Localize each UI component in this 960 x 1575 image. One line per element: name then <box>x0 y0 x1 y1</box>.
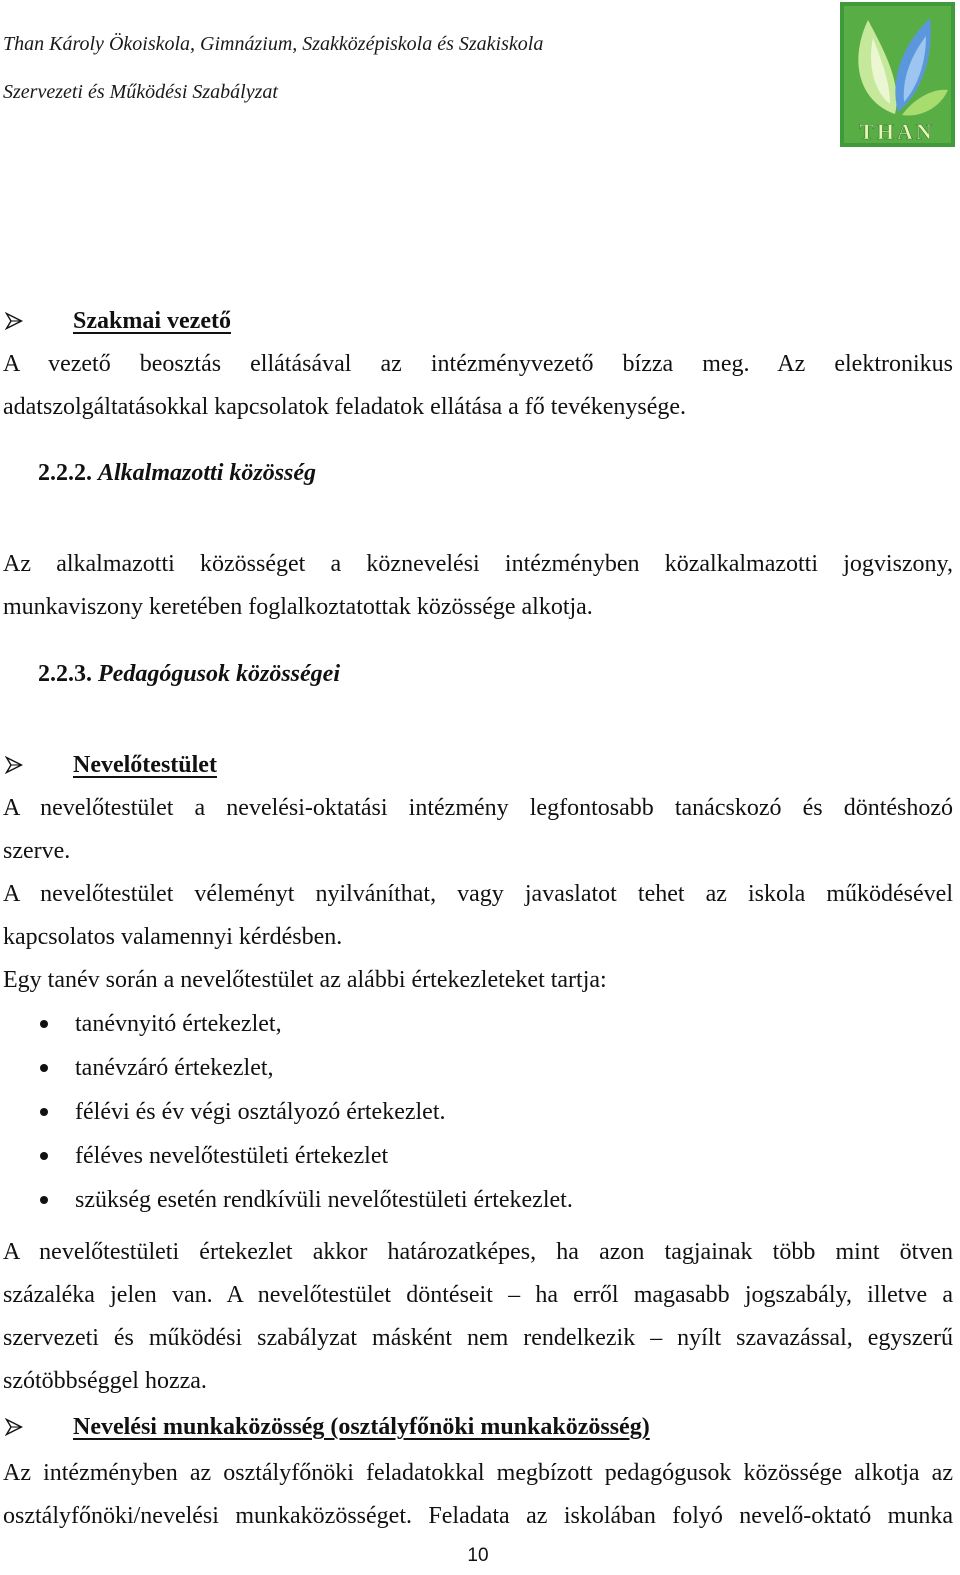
list-item <box>3 1046 953 1090</box>
paragraph-line: A nevelőtestületi értekezlet akkor határozatképes, ha azon tagjainak több mint ötven <box>3 1239 953 1265</box>
section-szakmai-vezeto <box>3 300 953 429</box>
paragraph-line: A nevelőtestület a nevelési-oktatási intézmény legfontosabb tanácskozó és döntéshozó <box>3 795 953 821</box>
list-item-text: féléves nevelőtestületi értekezlet <box>75 1143 389 1169</box>
subheading-row <box>3 1406 953 1449</box>
round-bullet-icon <box>40 1064 48 1072</box>
paragraph-line: A nevelőtestület véleményt nyilváníthat, vagy javaslatot tehet az iskola működésével <box>3 881 953 907</box>
page-number: 10 <box>467 1545 489 1566</box>
paragraph-line: Az alkalmazotti közösséget a köznevelési intézményben közalkalmazotti jogviszony, <box>3 551 953 577</box>
paragraph-line: A vezető beosztás ellátásával az intézményvezető bízza meg. Az elektronikus <box>3 351 953 377</box>
paragraph-line: Egy tanév során a nevelőtestület az alábbi értekezleteket tartja: <box>3 967 607 993</box>
arrowhead-bullet-icon <box>5 312 23 330</box>
paragraph-line: munkaviszony keretében foglalkoztatottak közössége alkotja. <box>3 594 593 620</box>
paragraph-line: Az intézményben az osztályfőnöki feladatokkal megbízott pedagógusok közössége alkotja az <box>3 1460 953 1486</box>
section-nevelesi-munkakozosseg <box>3 1406 953 1449</box>
round-bullet-icon <box>40 1196 48 1204</box>
paragraph-line: szerve. <box>3 838 71 864</box>
heading-title: Alkalmazotti közösség <box>98 460 317 486</box>
header-document-title: Szervezeti és Működési Szabályzat <box>3 81 278 103</box>
paragraph-line: százaléka jelen van. A nevelőtestület döntéseit – ha erről magasabb jogszabály, illetve a <box>3 1282 953 1308</box>
arrowhead-bullet-icon <box>5 1418 23 1436</box>
header-school-name: Than Károly Ökoiskola, Gimnázium, Szakközépiskola és Szakiskola <box>3 33 544 55</box>
list-item <box>3 1178 953 1222</box>
subheading-row <box>3 744 953 787</box>
logo-text: THAN <box>859 119 935 144</box>
paragraph-nevelesi-munkakozosseg <box>3 1452 953 1538</box>
subheading-nevelesi-munkakozosseg: Nevelési munkaközösség (osztályfőnöki munkaközösség) <box>73 1414 650 1440</box>
list-item <box>3 1134 953 1178</box>
list-item <box>3 1090 953 1134</box>
section-nevelotestulet <box>3 744 953 1222</box>
list-item-text: tanévzáró értekezlet, <box>75 1055 274 1081</box>
paragraph-line: szervezeti és működési szabályzat másként nem rendelkezik – nyílt szavazással, egyszerű <box>3 1325 953 1351</box>
paragraph-line: kapcsolatos valamennyi kérdésben. <box>3 924 343 950</box>
round-bullet-icon <box>40 1152 48 1160</box>
school-logo <box>840 2 955 147</box>
list-item <box>3 1002 953 1046</box>
paragraph-alkalmazotti-kozosseg <box>3 543 953 629</box>
paragraph-quorum <box>3 1231 953 1403</box>
paragraph-line: adatszolgáltatásokkal kapcsolatok feladatok ellátása a fő tevékenysége. <box>3 394 687 420</box>
round-bullet-icon <box>40 1108 48 1116</box>
subheading-szakmai-vezeto: Szakmai vezető <box>73 308 231 334</box>
heading-title: Pedagógusok közösségei <box>98 661 340 687</box>
heading-number: 2.2.3. <box>38 661 92 687</box>
subheading-row <box>3 300 953 343</box>
heading-number: 2.2.2. <box>38 460 92 486</box>
subheading-nevelotestulet: Nevelőtestület <box>73 752 217 778</box>
paragraph-line: szótöbbséggel hozza. <box>3 1368 207 1394</box>
round-bullet-icon <box>40 1020 48 1028</box>
list-item-text: tanévnyitó értekezlet, <box>75 1011 282 1037</box>
heading-alkalmazotti-kozosseg <box>3 452 953 495</box>
heading-pedagogusok-kozossegei <box>3 653 953 696</box>
list-item-text: szükség esetén rendkívüli nevelőtestületi értekezlet. <box>75 1187 573 1213</box>
list-item-text: félévi és év végi osztályozó értekezlet. <box>75 1099 446 1125</box>
arrowhead-bullet-icon <box>5 756 23 774</box>
paragraph-line: osztályfőnöki/nevelési munkaközösséget. Feladata az iskolában folyó nevelő-oktató munka <box>3 1503 953 1529</box>
than-leaves-logo-icon <box>840 2 955 147</box>
